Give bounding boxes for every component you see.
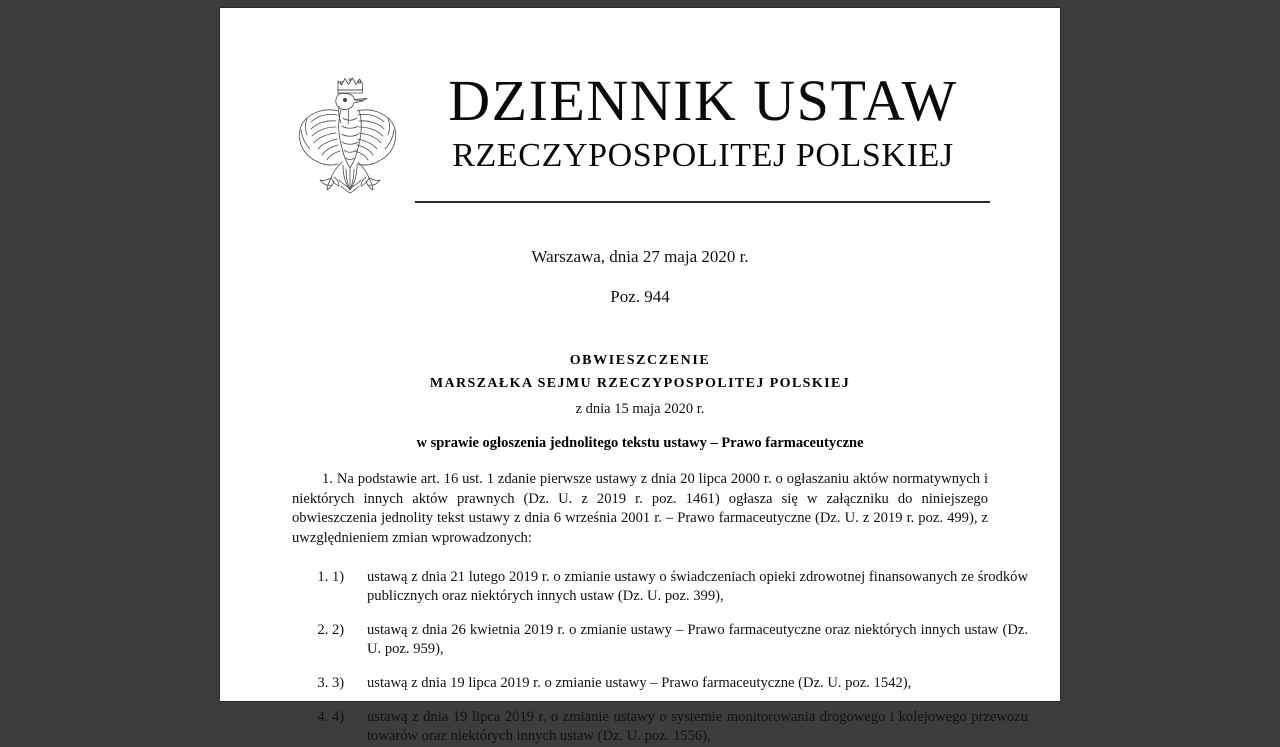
amendment-text: ustawą z dnia 19 lipca 2019 r. o zmianie ustawy – Prawo farmaceutyczne (Dz. U. poz. 1542), [367,674,912,691]
amendment-marker: 1. 1) [332,568,345,585]
amendment-item [332,621,1028,660]
page-content [220,8,1060,745]
masthead-divider [415,201,990,203]
amendment-text: ustawą z dnia 26 kwietnia 2019 r. o zmianie ustawy – Prawo farmaceutyczne oraz niektórych innych ustaw (Dz. U. poz. 959), [367,621,1028,658]
publication-position: Poz. 944 [610,287,670,306]
amendment-marker: 3. 3) [332,674,345,691]
act-issuer-heading: MARSZAŁKA SEJMU RZECZYPOSPOLITEJ POLSKIEJ [429,376,851,391]
amendment-item [332,568,1028,607]
masthead-title-sub: RZECZYPOSPOLITEJ POLSKIEJ [452,137,954,174]
amendment-item [332,674,1028,694]
masthead-titles [415,70,991,176]
act-kind-heading: OBWIESZCZENIE [569,353,711,368]
act-subject: w sprawie ogłoszenia jednolitego tekstu ustawy – Prawo farmaceutyczne [416,435,864,451]
publication-city-date: Warszawa, dnia 27 maja 2020 r. [531,247,749,266]
document-page [220,8,1060,745]
amendment-list [292,568,1028,747]
amendment-text: ustawą z dnia 19 lipca 2019 r. o zmianie ustawy o systemie monitorowania drogowego i kolejowego przewozu towarów oraz niektórych innych ustaw (Dz. U. poz. 1556), [367,708,1028,745]
polish-eagle-emblem-icon [293,68,407,208]
act-date: z dnia 15 maja 2020 r. [575,401,705,417]
amendment-marker: 4. 4) [332,708,345,725]
masthead [220,8,1060,218]
masthead-title-main: DZIENNIK USTAW [448,68,958,133]
amendment-marker: 2. 2) [332,621,345,638]
amendment-text: ustawą z dnia 21 lutego 2019 r. o zmianie ustawy o świadczeniach opieki zdrowotnej finansowanych ze środków publicznych oraz niektórych innych ustaw (Dz. U. poz. 399), [367,568,1028,605]
act-paragraph-1: 1. Na podstawie art. 16 ust. 1 zdanie pierwsze ustawy z dnia 20 lipca 2000 r. o ogłaszaniu aktów normatywnych i niektórych innych aktów prawnych (Dz. U. z 2019 r. poz. 1461) ogłasza się w załączniku do niniejszego obwieszczenia jednolity tekst ustawy z dnia 6 września 2001 r. – Prawo farmaceutyczne (Dz. U. z 2019 r. poz. 499), z uwzględnieniem zmian wprowadzonych: [292,471,988,546]
amendment-item [332,708,1028,747]
